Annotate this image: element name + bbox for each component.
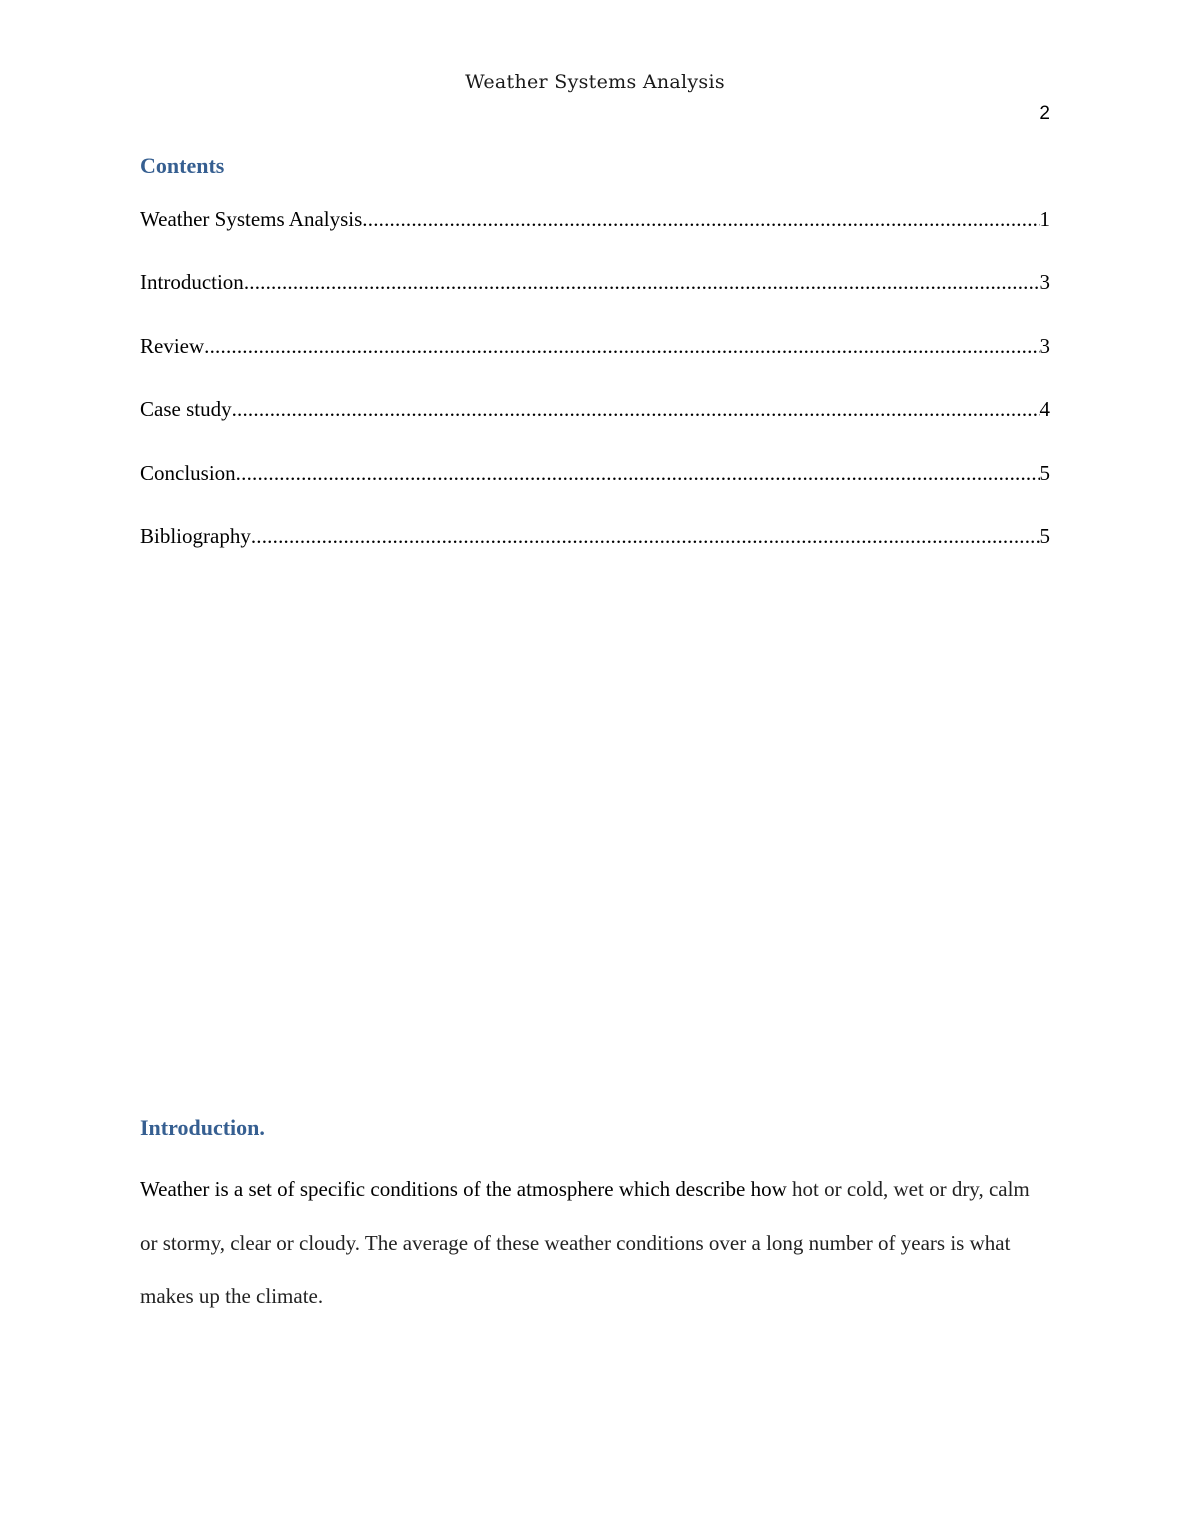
- toc-entry-page: 3: [1039, 333, 1050, 358]
- toc-entry-conclusion[interactable]: [140, 459, 1050, 522]
- table-of-contents: [140, 205, 1050, 585]
- toc-entry-title: Review: [140, 333, 205, 358]
- introduction-paragraph-lead: Weather is a set of specific conditions of the atmosphere which describe how: [140, 1177, 787, 1201]
- toc-entry-introduction[interactable]: [140, 268, 1050, 331]
- toc-entry-title: Introduction: [140, 270, 244, 295]
- toc-entry-title: Conclusion: [140, 460, 236, 485]
- toc-entry-page: 3: [1039, 270, 1050, 295]
- toc-entry-title: Case study: [140, 397, 232, 422]
- toc-entry-page: 5: [1039, 523, 1050, 548]
- toc-entry-weather-systems-analysis[interactable]: [140, 205, 1050, 268]
- page-number: 2: [1039, 103, 1050, 124]
- toc-entry-page: 4: [1039, 397, 1050, 422]
- toc-dot-leader: [244, 268, 1040, 296]
- toc-entry-review[interactable]: [140, 332, 1050, 395]
- toc-dot-leader: [251, 522, 1040, 550]
- toc-dot-leader: [236, 459, 1040, 487]
- introduction-paragraph: [140, 1163, 1050, 1324]
- introduction-paragraph-rest: hot or cold, wet or dry, calm or stormy, clear or cloudy. The average of these weather conditions over a long number of years is what makes up the climate.: [140, 1177, 1030, 1308]
- toc-entry-page: 1: [1039, 207, 1050, 231]
- toc-heading: Contents: [140, 153, 225, 178]
- toc-dot-leader: [204, 332, 1039, 360]
- toc-entry-page: 5: [1039, 460, 1050, 485]
- toc-dot-leader: [232, 395, 1040, 423]
- introduction-heading: Introduction.: [140, 1115, 265, 1140]
- toc-entry-title: Weather Systems Analysis: [140, 207, 363, 231]
- toc-entry-title: Bibliography: [140, 523, 251, 548]
- toc-entry-case-study[interactable]: [140, 395, 1050, 458]
- toc-dot-leader: [362, 205, 1039, 233]
- running-head: Weather Systems Analysis: [465, 71, 725, 93]
- toc-entry-bibliography[interactable]: [140, 522, 1050, 585]
